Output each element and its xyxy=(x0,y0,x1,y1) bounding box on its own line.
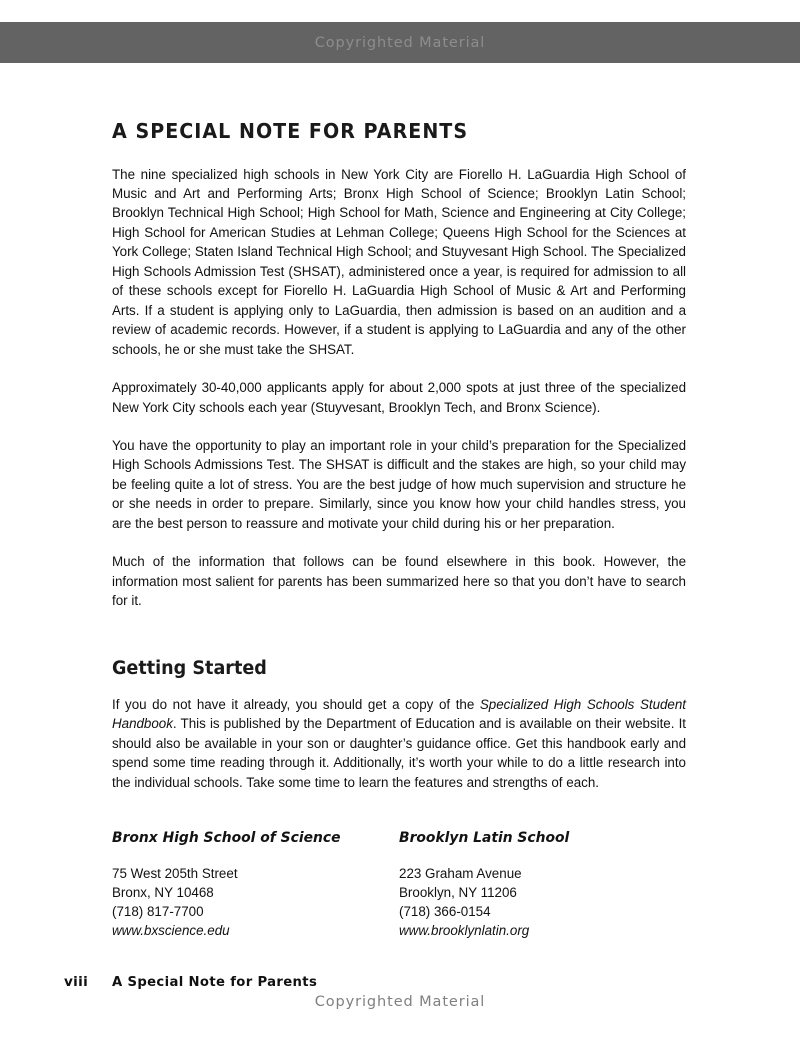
spacer-after-section-heading xyxy=(112,679,686,695)
section-paragraph-part-1: If you do not have it already, you should get a copy of the xyxy=(112,696,480,712)
body-paragraph-3: You have the opportunity to play an important role in your child’s preparation for the Specialized High Schools Admissions Test. The SHSAT is difficult and the stakes are high, so your child may be feeling quite a lot of stress. You are the best judge of how much supervision and structure he or she needs in order to prepare. Similarly, since you know how your child handles stress, you are the best person to reassure and motivate your child during his or her preparation. xyxy=(112,437,686,531)
page-footer xyxy=(64,974,317,990)
bottom-copyright-banner xyxy=(0,993,800,1011)
body-paragraph-2: Approximately 30-40,000 applicants apply for about 2,000 spots at just three of the specialized New York City schools each year (Stuyvesant, Brooklyn Tech, and Bronx Science). xyxy=(112,380,686,415)
school-entry-bronx-science xyxy=(112,829,399,940)
school-name: Bronx High School of Science xyxy=(112,829,341,847)
spacer-paragraph-2 xyxy=(112,417,686,436)
spacer-paragraph-3 xyxy=(112,533,686,552)
school-phone: (718) 366-0154 xyxy=(399,904,491,920)
bottom-copyright-banner-text: Copyrighted Material xyxy=(314,994,486,1010)
spacer-before-section xyxy=(112,611,686,658)
school-street: 223 Graham Avenue xyxy=(399,865,522,881)
school-city-state-zip: Brooklyn, NY 11206 xyxy=(399,884,517,900)
section-paragraph-part-2: . This is published by the Department of Education and is available on their website. It should also be available in your son or daughter’s guidance office. Get this handbook early and spend some time reading through it. Additionally, it’s worth your while to do a little research into the individual schools. Take some time to learn the features and strengths of each. xyxy=(112,716,686,790)
page-number: viii xyxy=(64,974,89,990)
school-city-state-zip: Bronx, NY 10468 xyxy=(112,884,214,900)
section-paragraph xyxy=(112,695,686,792)
running-head: A Special Note for Parents xyxy=(112,975,318,990)
spacer-after-title xyxy=(112,143,686,165)
body-paragraph-1: The nine specialized high schools in New York City are Fiorello H. LaGuardia High School of Music and Art and Performing Arts; Bronx High School of Science; Brooklyn Latin School; Brooklyn Technical High School; High School for Math, Science and Engineering at City College; High School for American Studies at Lehman College; Queens High School for the Sciences at York College; Staten Island Technical High School; and Stuyvesant High School. The Specialized High Schools Admission Test (SHSAT), administered once a year, is required for admission to all of these schools except for Fiorello H. LaGuardia High School of Music & Art and Performing Arts. If a student is applying only to LaGuardia, then admission is based on an audition and a review of academic records. However, if a student is applying to LaGuardia and any of the other schools, he or she must take the SHSAT. xyxy=(112,166,686,357)
section-heading-getting-started: Getting Started xyxy=(112,657,267,679)
school-name: Brooklyn Latin School xyxy=(399,829,570,847)
school-website: www.brooklynlatin.org xyxy=(399,923,530,939)
school-phone: (718) 817-7700 xyxy=(112,904,204,920)
spacer-before-schools xyxy=(112,792,686,829)
page-title: A SPECIAL NOTE FOR PARENTS xyxy=(112,119,469,143)
school-website: www.bxscience.edu xyxy=(112,923,230,939)
body-paragraph-4: Much of the information that follows can be found elsewhere in this book. However, the information most salient for parents has been summarized here so that you don’t have to search for it. xyxy=(112,554,686,609)
handbook-title-italic: Specialized High Schools Student Handbook xyxy=(112,696,686,732)
school-entry-brooklyn-latin xyxy=(399,829,686,940)
school-street: 75 West 205th Street xyxy=(112,865,238,881)
page-content xyxy=(112,0,686,940)
school-listing xyxy=(112,829,686,940)
top-copyright-banner-text: Copyrighted Material xyxy=(314,34,486,51)
spacer-paragraph-1 xyxy=(112,359,686,378)
